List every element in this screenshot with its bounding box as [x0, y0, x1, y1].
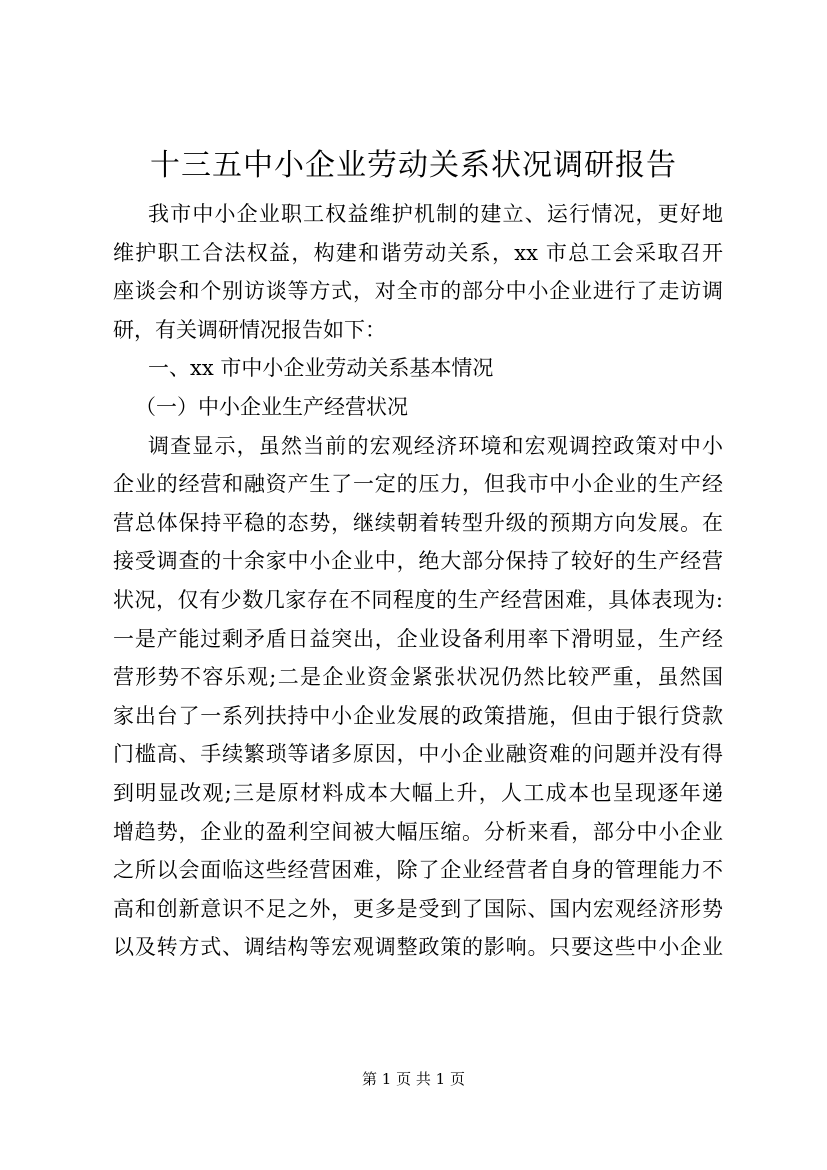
page-footer: 第 1 页 共 1 页 — [362, 1070, 465, 1088]
paragraph-line: 营形势不容乐观;二是企业资金紧张状况仍然比较严重，虽然国 — [113, 665, 723, 690]
document-title: 十三五中小企业劳动关系状况调研报告 — [150, 148, 677, 183]
paragraph-line: 增趋势，企业的盈利空间被大幅压缩。分析来看，部分中小企业 — [113, 819, 723, 844]
paragraph-line: 到明显改观;三是原材料成本大幅上升，人工成本也呈现逐年递 — [113, 780, 723, 805]
document-body — [113, 195, 723, 967]
paragraph-line: 营总体保持平稳的态势，继续朝着转型升级的预期方向发展。在 — [113, 510, 723, 535]
paragraph-line: 接受调查的十余家中小企业中，绝大部分保持了较好的生产经营 — [113, 549, 723, 574]
paragraph-line: 座谈会和个别访谈等方式，对全市的部分中小企业进行了走访调 — [113, 279, 723, 304]
paragraph-line: 研，有关调研情况报告如下： — [113, 317, 386, 342]
paragraph-line: 一是产能过剩矛盾日益突出，企业设备利用率下滑明显，生产经 — [113, 626, 723, 651]
paragraph-line: 门槛高、手续繁琐等诸多原因，中小企业融资难的问题并没有得 — [113, 742, 723, 767]
paragraph-line: 状况，仅有少数几家存在不同程度的生产经营困难，具体表现为: — [113, 587, 723, 612]
paragraph-line: 之所以会面临这些经营困难，除了企业经营者自身的管理能力不 — [113, 858, 723, 883]
section-heading: 一、xx 市中小企业劳动关系基本情况 — [148, 356, 494, 381]
paragraph-line: 我市中小企业职工权益维护机制的建立、运行情况，更好地 — [148, 202, 723, 226]
paragraph-line: 以及转方式、调结构等宏观调整政策的影响。只要这些中小企业 — [113, 935, 723, 960]
subsection-heading: （一）中小企业生产经营状况 — [135, 394, 408, 419]
paragraph-line: 调查显示，虽然当前的宏观经济环境和宏观调控政策对中小 — [148, 433, 723, 458]
paragraph-line: 高和创新意识不足之外，更多是受到了国际、国内宏观经济形势 — [113, 896, 723, 921]
paragraph-line: 家出台了一系列扶持中小企业发展的政策措施，但由于银行贷款 — [113, 703, 723, 728]
paragraph-line: 维护职工合法权益，构建和谐劳动关系，xx 市总工会采取召开 — [113, 240, 723, 265]
paragraph-line: 企业的经营和融资产生了一定的压力，但我市中小企业的生产经 — [113, 472, 723, 497]
